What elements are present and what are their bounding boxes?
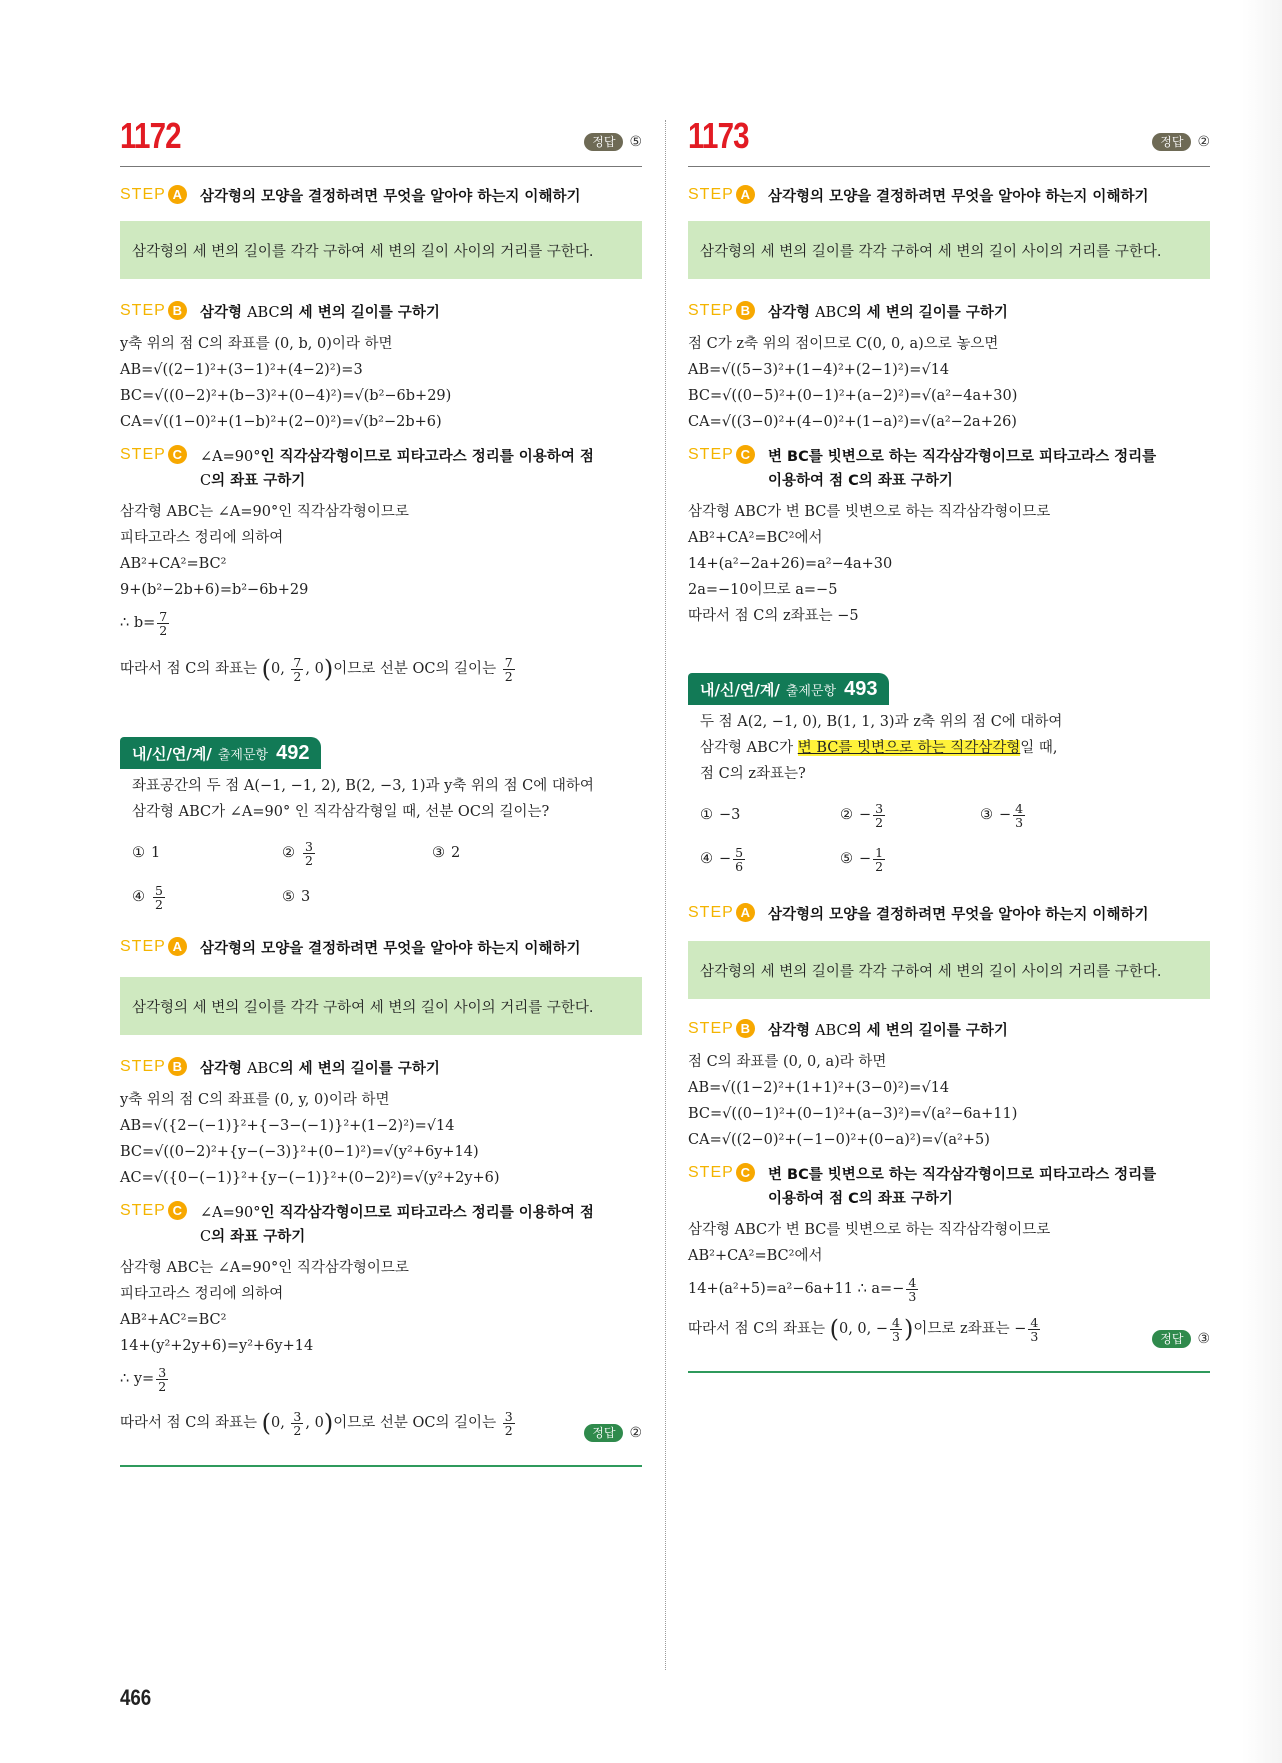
step-badge-b: B: [168, 1057, 187, 1076]
answer-choices: [688, 797, 1210, 877]
step-a: [120, 185, 642, 209]
step-b: [120, 1057, 642, 1081]
step-label: STEP C: [120, 1201, 200, 1220]
answer-label: 정답: [1152, 133, 1191, 151]
step-title: 삼각형의 모양을 결정하려면 무엇을 알아야 하는지 이해하기: [200, 189, 581, 205]
step-b-body: [688, 1049, 1210, 1153]
step-title: ∠A=90°인 직각삼각형이므로 피타고라스 정리를 이용하여 점 C의 좌표 구하기: [200, 1205, 594, 1245]
solution-line: BC=√((0−5)²+(0−1)²+(a−2)²)=√(a²−4a+30): [688, 388, 1018, 404]
linked-problem-492: [120, 737, 642, 1467]
answer-tag: [584, 133, 642, 151]
step-badge-a: A: [736, 185, 755, 204]
linked-problem-493: [688, 673, 1210, 1373]
step-b: [120, 301, 642, 325]
step-b: [688, 301, 1210, 325]
left-column: [120, 115, 642, 1467]
therefore-line: ∴ b= $\frac{7}{2}$: [120, 608, 168, 638]
choice-5[interactable]: ⑤ − $\frac{1}{2}$: [840, 844, 884, 874]
column-divider: [665, 120, 666, 1670]
summary-box: 삼각형의 세 변의 길이를 각각 구하여 세 변의 길이 사이의 거리를 구한다.: [688, 941, 1210, 999]
solution-line: AB²+AC²=BC²: [120, 1312, 227, 1328]
answer-value: ⑤: [629, 134, 642, 150]
solution-line: 9+(b²−2b+6)=b²−6b+29: [120, 582, 309, 598]
step-label: STEP A: [120, 937, 200, 956]
solution-line: BC=√((0−2)²+{y−(−3)}²+(0−1)²)=√(y²+6y+14): [120, 1144, 479, 1160]
solution-line: 피타고라스 정리에 의하여: [120, 1286, 284, 1302]
answer-tag: [1152, 133, 1210, 151]
step-badge-b: B: [168, 301, 187, 320]
step-badge-c: C: [168, 1201, 187, 1220]
choice-1[interactable]: ① −3: [700, 807, 741, 823]
step-label: STEP C: [688, 1163, 768, 1182]
step-c-body: [688, 1217, 1210, 1349]
step-c-body: [688, 499, 1210, 629]
step-badge-c: C: [736, 1163, 755, 1182]
step-c: [688, 1163, 1210, 1211]
step-badge-a: A: [168, 185, 187, 204]
problem-number: 1172: [120, 115, 181, 156]
step-badge-b: B: [736, 1019, 755, 1038]
solution-line: 14+(y²+2y+6)=y²+6y+14: [120, 1338, 314, 1354]
step-label: STEP A: [688, 185, 768, 204]
solution-line: BC=√((0−1)²+(0−1)²+(a−3)²)=√(a²−6a+11): [688, 1106, 1018, 1122]
choice-5[interactable]: ⑤ 3: [282, 889, 311, 905]
solution-line: 14+(a²+5)=a²−6a+11 ∴ a=− $\frac{4}{3}$: [688, 1274, 917, 1304]
solution-line: AB²+CA²=BC²: [120, 556, 227, 572]
step-c-body: [120, 499, 642, 689]
step-title: 삼각형 ABC의 세 변의 길이를 구하기: [200, 1061, 440, 1077]
answer-value: ②: [1197, 134, 1210, 150]
step-c-body: [120, 1255, 642, 1443]
step-badge-a: A: [168, 937, 187, 956]
solution-line: AB=√((1−2)²+(1+1)²+(3−0)²)=√14: [688, 1080, 950, 1096]
step-label: STEP C: [120, 445, 200, 464]
step-c: [120, 445, 642, 493]
step-b-body: [688, 331, 1210, 435]
section-end-rule: [688, 1371, 1210, 1373]
step-title: 삼각형 ABC의 세 변의 길이를 구하기: [768, 1023, 1008, 1039]
page-edge-shadow: [1242, 0, 1282, 1763]
conclusion-line: 따라서 점 C의 좌표는 (0, $\frac{3}{2}$ , 0)이므로 선분 OC의 길이는 $\frac{3}{2}$ 정답 ②: [120, 1403, 642, 1443]
page-number: 466: [120, 1685, 152, 1710]
choice-2[interactable]: ② − $\frac{3}{2}$: [840, 800, 884, 830]
question-line: 좌표공간의 두 점 A(−1, −1, 2), B(2, −3, 1)과 y축 위의 점 C에 대하여: [132, 778, 594, 794]
answer-tag: 정답 ②: [584, 1413, 642, 1453]
solution-line: AB=√((2−1)²+(3−1)²+(4−2)²)=3: [120, 362, 363, 378]
choice-4[interactable]: ④ $\frac{5}{2}$: [132, 882, 163, 912]
solution-line: 삼각형 ABC가 변 BC를 빗변으로 하는 직각삼각형이므로: [688, 1222, 1051, 1238]
choice-1[interactable]: ① 1: [132, 845, 161, 861]
step-badge-c: C: [168, 445, 187, 464]
section-end-rule: [120, 1465, 642, 1467]
question-line: 삼각형 ABC가 ∠A=90° 인 직각삼각형일 때, 선분 OC의 길이는?: [132, 804, 550, 820]
problem-header-1172: [120, 115, 642, 167]
summary-box: 삼각형의 세 변의 길이를 각각 구하여 세 변의 길이 사이의 거리를 구한다.: [120, 221, 642, 279]
step-title: 삼각형의 모양을 결정하려면 무엇을 알아야 하는지 이해하기: [768, 189, 1149, 205]
step-a: [120, 937, 642, 961]
solution-line: 피타고라스 정리에 의하여: [120, 530, 284, 546]
choice-3[interactable]: ③ 2: [432, 845, 461, 861]
step-c: [688, 445, 1210, 493]
step-label: STEP A: [688, 903, 768, 922]
solution-line: 점 C의 좌표를 (0, 0, a)라 하면: [688, 1054, 887, 1070]
step-title: 변 BC를 빗변으로 하는 직각삼각형이므로 피타고라스 정리를 이용하여 점 C의 좌표 구하기: [768, 449, 1157, 489]
step-b: [688, 1019, 1210, 1043]
solution-line: 삼각형 ABC가 변 BC를 빗변으로 하는 직각삼각형이므로: [688, 504, 1051, 520]
solution-line: 삼각형 ABC는 ∠A=90°인 직각삼각형이므로: [120, 1260, 409, 1276]
step-badge-c: C: [736, 445, 755, 464]
conclusion-line: 따라서 점 C의 좌표는 (0, $\frac{7}{2}$ , 0)이므로 선분 OC의 길이는 $\frac{7}{2}$: [120, 654, 513, 684]
step-title: 삼각형의 모양을 결정하려면 무엇을 알아야 하는지 이해하기: [768, 907, 1149, 923]
solution-line: CA=√((1−0)²+(1−b)²+(2−0)²)=√(b²−2b+6): [120, 414, 442, 430]
summary-box: 삼각형의 세 변의 길이를 각각 구하여 세 변의 길이 사이의 거리를 구한다.: [120, 977, 642, 1035]
conclusion-line: 따라서 점 C의 좌표는 (0, 0, − $\frac{4}{3}$ )이므로 z좌표는 − $\frac{4}{3}$ 정답 ③: [688, 1309, 1210, 1349]
solution-line: AB=√((5−3)²+(1−4)²+(2−1)²)=√14: [688, 362, 950, 378]
step-badge-b: B: [736, 301, 755, 320]
solution-line: y축 위의 점 C의 좌표를 (0, b, 0)이라 하면: [120, 336, 393, 352]
solution-line: 따라서 점 C의 z좌표는 −5: [688, 608, 859, 624]
step-title: 삼각형 ABC의 세 변의 길이를 구하기: [768, 305, 1008, 321]
answer-choices: [120, 835, 642, 915]
solution-line: AC=√({0−(−1)}²+{y−(−1)}²+(0−2)²)=√(y²+2y+6): [120, 1170, 500, 1186]
step-c: [120, 1201, 642, 1249]
step-title: 삼각형 ABC의 세 변의 길이를 구하기: [200, 305, 440, 321]
step-title: ∠A=90°인 직각삼각형이므로 피타고라스 정리를 이용하여 점 C의 좌표 구하기: [200, 449, 594, 489]
step-label: STEP B: [688, 1019, 768, 1038]
step-label: STEP C: [688, 445, 768, 464]
step-label: STEP A: [120, 185, 200, 204]
answer-tag: 정답 ③: [1152, 1319, 1210, 1359]
solution-line: BC=√((0−2)²+(b−3)²+(0−4)²)=√(b²−6b+29): [120, 388, 452, 404]
step-label: STEP B: [688, 301, 768, 320]
solution-line: 점 C가 z축 위의 점이므로 C(0, 0, a)으로 놓으면: [688, 336, 999, 352]
step-title: 변 BC를 빗변으로 하는 직각삼각형이므로 피타고라스 정리를 이용하여 점 C의 좌표 구하기: [768, 1167, 1157, 1207]
step-badge-a: A: [736, 903, 755, 922]
therefore-line: ∴ y= $\frac{3}{2}$: [120, 1364, 167, 1394]
step-label: STEP B: [120, 1057, 200, 1076]
solution-line: AB²+CA²=BC²에서: [688, 530, 823, 546]
solution-line: AB²+CA²=BC²에서: [688, 1248, 823, 1264]
problem-header-1173: [688, 115, 1210, 167]
solution-line: AB=√({2−(−1)}²+{−3−(−1)}²+(1−2)²)=√14: [120, 1118, 455, 1134]
linked-problem-tab: 내/신/연/계/ 출제문항 492: [120, 737, 321, 769]
choice-3[interactable]: ③ − $\frac{4}{3}$: [980, 800, 1024, 830]
step-b-body: [120, 1087, 642, 1191]
step-title: 삼각형의 모양을 결정하려면 무엇을 알아야 하는지 이해하기: [200, 941, 581, 957]
problem-number: 1173: [688, 115, 749, 156]
question-line: 두 점 A(2, −1, 0), B(1, 1, 3)과 z축 위의 점 C에 대하여: [700, 714, 1063, 730]
solution-line: CA=√((3−0)²+(4−0)²+(1−a)²)=√(a²−2a+26): [688, 414, 1017, 430]
step-a: [688, 185, 1210, 209]
linked-question: [688, 709, 1210, 787]
question-line: 삼각형 ABC가 변 BC를 빗변으로 하는 직각삼각형일 때,: [700, 740, 1058, 756]
linked-question: [120, 773, 642, 825]
solution-line: 삼각형 ABC는 ∠A=90°인 직각삼각형이므로: [120, 504, 409, 520]
solution-line: CA=√((2−0)²+(−1−0)²+(0−a)²)=√(a²+5): [688, 1132, 990, 1148]
step-a: [688, 903, 1210, 927]
step-label: STEP B: [120, 301, 200, 320]
right-column: [688, 115, 1210, 1373]
question-line: 점 C의 z좌표는?: [700, 766, 806, 782]
step-b-body: [120, 331, 642, 435]
choice-2[interactable]: ② $\frac{3}{2}$: [282, 838, 313, 868]
choice-4[interactable]: ④ − $\frac{5}{6}$: [700, 844, 744, 874]
summary-box: 삼각형의 세 변의 길이를 각각 구하여 세 변의 길이 사이의 거리를 구한다.: [688, 221, 1210, 279]
linked-problem-tab: 내/신/연/계/ 출제문항 493: [688, 673, 889, 705]
answer-label: 정답: [584, 133, 623, 151]
solution-line: 14+(a²−2a+26)=a²−4a+30: [688, 556, 893, 572]
highlighted-condition: 변 BC를 빗변으로 하는 직각삼각형: [797, 740, 1021, 756]
solution-line: y축 위의 점 C의 좌표를 (0, y, 0)이라 하면: [120, 1092, 390, 1108]
solution-line: 2a=−10이므로 a=−5: [688, 582, 838, 598]
